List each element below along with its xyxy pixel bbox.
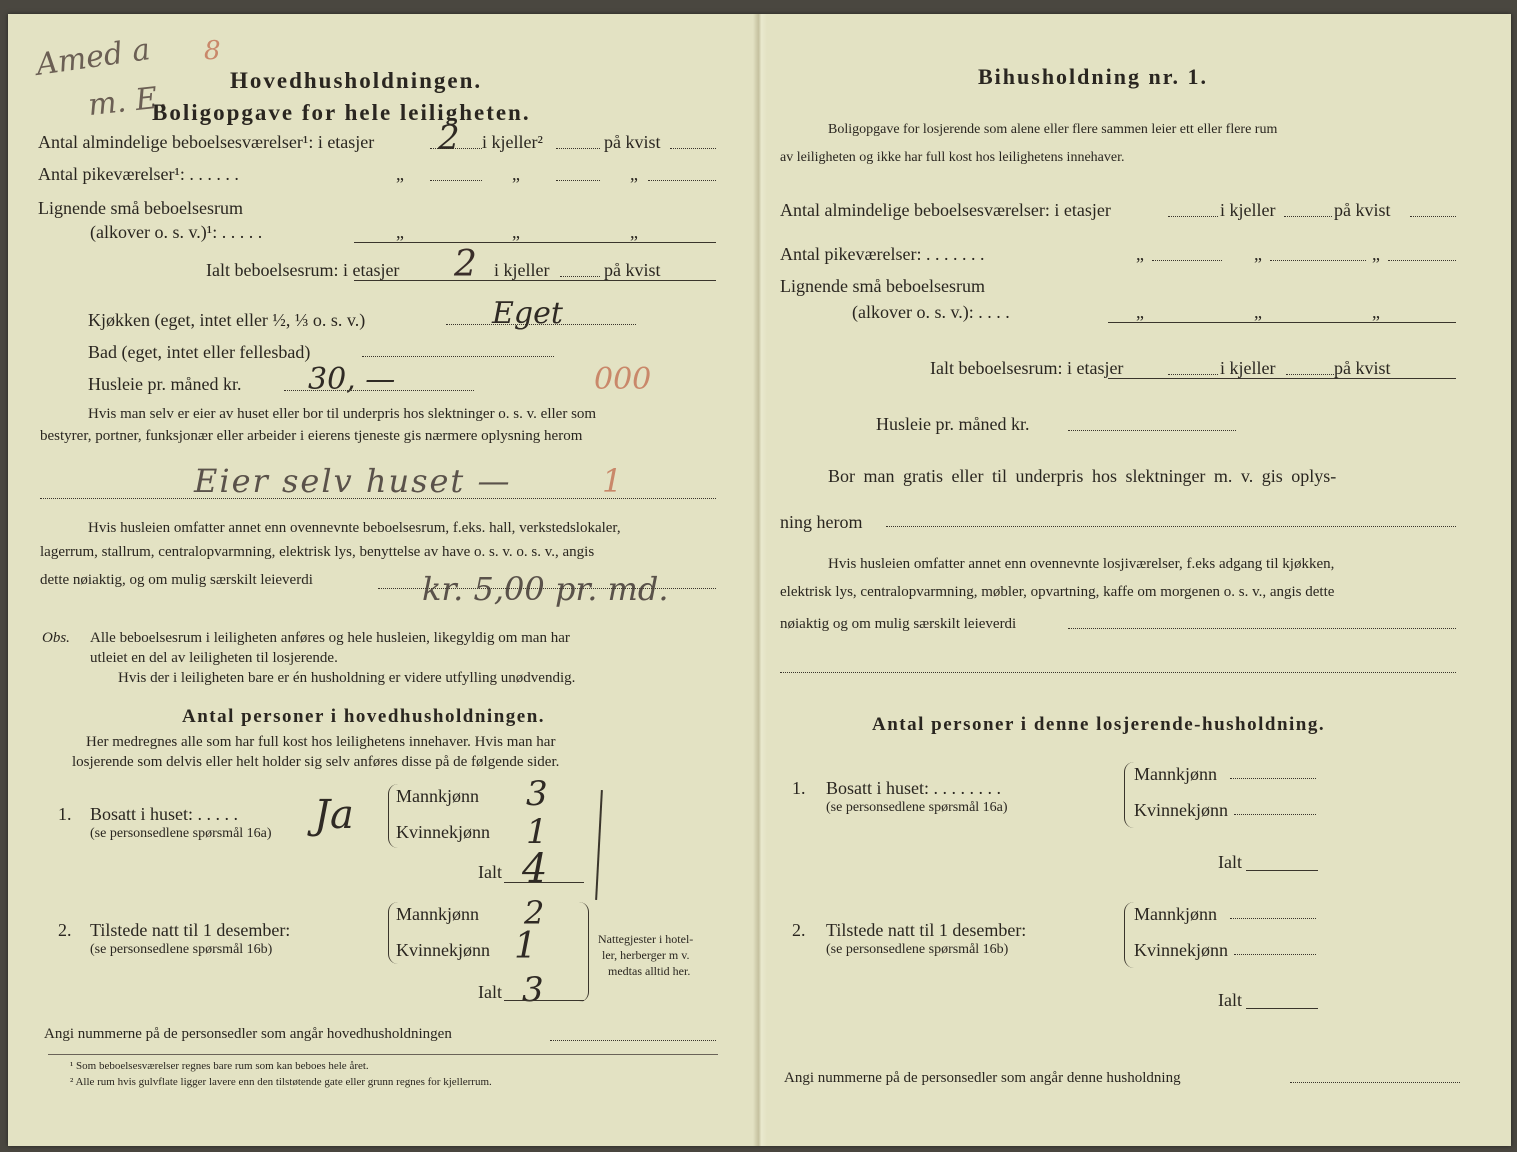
- guests-text-1: Nattegjester i hotel-: [598, 932, 694, 946]
- owner-mark: 1: [602, 462, 623, 500]
- total-kjeller-label: i kjeller: [494, 260, 550, 280]
- q1-number: 1.: [58, 804, 72, 824]
- persons-title: Antal personer i hovedhusholdningen.: [182, 706, 546, 727]
- right-q1-sublabel: (se personsedlene spørsmål 16a): [826, 800, 1008, 815]
- q1-mann-value: 3: [526, 774, 548, 814]
- rent-line: [284, 390, 474, 391]
- footnote-2: ² Alle rum hvis gulvflate ligger lavere enn den tilstøtende gate eller grunn regnes for kjellerrum.: [70, 1076, 492, 1088]
- q1-kvinne-label: Kvinnekjønn: [396, 822, 490, 842]
- q1-label: Bosatt i huset: . . . . .: [90, 804, 238, 824]
- right-gratis-line: [886, 526, 1456, 527]
- q2-kvinne-value: 1: [514, 926, 537, 967]
- right-total-kjeller-label: i kjeller: [1220, 358, 1276, 378]
- maid-rooms-label: Antal pikeværelser¹: . . . . . .: [38, 164, 239, 184]
- guests-text-3: medtas alltid her.: [608, 964, 691, 978]
- right-incl-line: [1068, 628, 1456, 629]
- q2-ialt-line: [504, 1000, 584, 1001]
- q1-answer: Ja: [314, 792, 354, 838]
- right-q2-mann-line: [1230, 918, 1316, 919]
- ditto-4: „: [396, 222, 404, 242]
- right-q1-mann-line: [1230, 778, 1316, 779]
- right-total-kvist-label: på kvist: [1334, 358, 1391, 378]
- right-q2-sublabel: (se personsedlene spørsmål 16b): [826, 942, 1009, 957]
- right-small-rooms-2: (alkover o. s. v.): . . . .: [852, 302, 1010, 322]
- ditto-2: „: [512, 164, 520, 184]
- right-numbers-line: [1290, 1082, 1460, 1083]
- right-ditto-1: „: [1136, 244, 1144, 264]
- small-rooms-label-2: (alkover o. s. v.)¹: . . . . .: [90, 222, 263, 242]
- right-q1-kvinne: Kvinnekjønn: [1134, 800, 1228, 820]
- q2-ialt-label: Ialt: [478, 982, 502, 1002]
- incl-text-2: lagerrum, stallrum, centralopvarmning, elektrisk lys, benyttelse av have o. s. v. o. s. v., angis: [40, 544, 595, 560]
- incl-text-3: dette nøiaktig, og om mulig særskilt leieverdi: [40, 572, 313, 588]
- right-incl-line-2: [780, 672, 1456, 673]
- right-numbers-label: Angi nummerne på de personsedler som angår denne husholdning: [784, 1070, 1181, 1086]
- right-rent-line: [1068, 430, 1236, 431]
- ditto-6: „: [630, 222, 638, 242]
- guests-brace: [578, 902, 589, 1002]
- bath-line: [362, 356, 554, 357]
- rooms-kvist-line: [670, 148, 716, 149]
- rooms-kjeller-label: i kjeller²: [482, 132, 543, 152]
- right-q1-label: Bosatt i huset: . . . . . . . .: [826, 778, 1001, 798]
- right-incl-1: Hvis husleien omfatter annet enn ovennevnte losjiværelser, f.eks adgang til kjøkken,: [828, 556, 1335, 572]
- rent-extra-value: 000: [594, 362, 652, 397]
- right-q1-ialt: Ialt: [1218, 852, 1242, 872]
- persons-text-1: Her medregnes alle som har full kost hos leilighetens innehaver. Hvis man har: [86, 734, 556, 750]
- q2-kvinne-label: Kvinnekjønn: [396, 940, 490, 960]
- rooms-floors-line: [430, 148, 482, 149]
- q2-label: Tilstede natt til 1 desember:: [90, 920, 291, 940]
- right-ditto-2: „: [1254, 244, 1262, 264]
- q1-ialt-label: Ialt: [478, 862, 502, 882]
- right-q2-kvinne-line: [1234, 954, 1316, 955]
- rent-label: Husleie pr. måned kr.: [88, 374, 242, 394]
- rooms-floors-value: 2: [438, 118, 460, 158]
- owner-text-1: Hvis man selv er eier av huset eller bor til underpris hos slektninger o. s. v. eller som: [88, 406, 597, 422]
- margin-note-2: 8: [204, 36, 221, 66]
- maid-floors-line: [430, 180, 482, 181]
- right-gratis-1: Bor man gratis eller til underpris hos slektninger m. v. gis oplys-: [828, 466, 1337, 486]
- right-total-floors-line: [1168, 374, 1218, 375]
- census-form-sheet: [8, 14, 1511, 1146]
- right-rent-label: Husleie pr. måned kr.: [876, 414, 1030, 434]
- persons-text-2: losjerende som delvis eller helt holder sig selv anføres disse på de følgende sider.: [72, 754, 560, 770]
- right-total-rooms-label: Ialt beboelsesrum: i etasjer: [930, 358, 1124, 378]
- rooms-label: Antal almindelige beboelsesværelser¹: i etasjer: [38, 132, 375, 152]
- left-subtitle: Boligopgave for hele leiligheten.: [152, 100, 531, 125]
- obs-label: Obs.: [42, 630, 70, 646]
- right-maid-kjeller-line: [1270, 260, 1366, 261]
- incl-text-1: Hvis husleien omfatter annet enn ovennevnte beboelsesrum, f.eks. hall, verkstedslokaler,: [88, 520, 621, 536]
- right-q2-ialt-line: [1246, 1008, 1318, 1009]
- rooms-kvist-label: på kvist: [604, 132, 661, 152]
- page-fold: [753, 14, 767, 1146]
- right-title: Bihusholdning nr. 1.: [978, 64, 1208, 89]
- q1-sublabel: (se personsedlene spørsmål 16a): [90, 826, 272, 841]
- obs-text-2: utleiet en del av leiligheten til losjerende.: [90, 650, 338, 666]
- right-rooms-kjeller-line: [1284, 216, 1332, 217]
- right-ditto-6: „: [1372, 302, 1380, 322]
- total-rooms-line: [354, 280, 716, 281]
- q1-ialt-line: [504, 882, 584, 883]
- total-rooms-label: Ialt beboelsesrum: i etasjer: [206, 260, 400, 280]
- numbers-label: Angi nummerne på de personsedler som angår hovedhusholdningen: [44, 1026, 452, 1042]
- right-rooms-label: Antal almindelige beboelsesværelser: i etasjer: [780, 200, 1111, 220]
- q2-sublabel: (se personsedlene spørsmål 16b): [90, 942, 273, 957]
- right-incl-2: elektrisk lys, centralopvarmning, møbler, opvartning, kaffe om morgenen o. s. v., angis dette: [780, 584, 1335, 600]
- owner-value: Eier selv huset —: [194, 462, 512, 500]
- right-gratis-2: ning herom: [780, 512, 863, 532]
- left-title: Hovedhusholdningen.: [230, 68, 483, 93]
- right-ditto-5: „: [1254, 302, 1262, 322]
- rent-value: 30, —: [308, 362, 396, 397]
- right-total-kjeller-line: [1286, 374, 1334, 375]
- right-maid-floors-line: [1152, 260, 1222, 261]
- right-rooms-kjeller-label: i kjeller: [1220, 200, 1276, 220]
- right-q1-number: 1.: [792, 778, 806, 798]
- right-maid-label: Antal pikeværelser: . . . . . . .: [780, 244, 985, 264]
- rooms-kjeller-line: [556, 148, 600, 149]
- q2-mann-value: 2: [524, 894, 545, 932]
- right-ditto-3: „: [1372, 244, 1380, 264]
- footnote-rule: [48, 1054, 718, 1055]
- right-q2-kvinne: Kvinnekjønn: [1134, 940, 1228, 960]
- obs-text-3: Hvis der i leiligheten bare er én husholdning er videre utfylling unødvendig.: [118, 670, 576, 686]
- right-rooms-kvist-label: på kvist: [1334, 200, 1391, 220]
- right-q2-number: 2.: [792, 920, 806, 940]
- kitchen-value: Eget: [492, 296, 563, 331]
- guests-text-2: ler, herberger m v.: [602, 948, 690, 962]
- ditto-1: „: [396, 164, 404, 184]
- q1-kvinne-value: 1: [526, 812, 548, 852]
- small-rooms-sum-line: [354, 242, 716, 243]
- total-floors-value: 2: [454, 244, 477, 285]
- numbers-line: [550, 1040, 716, 1041]
- small-rooms-label-1: Lignende små beboelsesrum: [38, 198, 243, 218]
- margin-note-3: m. E.: [86, 79, 169, 124]
- right-intro-2: av leiligheten og ikke har full kost hos leilighetens innehaver.: [780, 150, 1125, 165]
- owner-line: [40, 498, 716, 499]
- right-incl-3: nøiaktig og om mulig særskilt leieverdi: [780, 616, 1017, 632]
- right-total-rooms-line: [1108, 378, 1456, 379]
- right-persons-title: Antal personer i denne losjerende-husholdning.: [872, 714, 1326, 735]
- right-q2-label: Tilstede natt til 1 desember:: [826, 920, 1027, 940]
- right-intro-1: Boligopgave for losjerende som alene eller flere sammen leier ett eller flere rum: [828, 122, 1278, 137]
- right-ditto-4: „: [1136, 302, 1144, 322]
- q1-mann-label: Mannkjønn: [396, 786, 479, 806]
- right-rooms-floors-line: [1168, 216, 1218, 217]
- kitchen-line: [446, 324, 636, 325]
- incl-line: [378, 588, 716, 589]
- total-kjeller-line: [560, 276, 600, 277]
- maid-kvist-line: [648, 180, 716, 181]
- incl-value: kr. 5,00 pr. md.: [422, 570, 669, 608]
- right-small-rooms-1: Lignende små beboelsesrum: [780, 276, 985, 296]
- obs-text-1: Alle beboelsesrum i leiligheten anføres og hele husleien, likegyldig om man har: [90, 630, 570, 646]
- right-maid-kvist-line: [1388, 260, 1456, 261]
- right-q2-mann: Mannkjønn: [1134, 904, 1217, 924]
- right-q1-mann: Mannkjønn: [1134, 764, 1217, 784]
- ditto-3: „: [630, 164, 638, 184]
- q2-mann-label: Mannkjønn: [396, 904, 479, 924]
- q2-number: 2.: [58, 920, 72, 940]
- maid-kjeller-line: [556, 180, 600, 181]
- right-small-rooms-sum-line: [1108, 322, 1456, 323]
- footnote-1: ¹ Som beboelsesværelser regnes bare rum som kan beboes hele året.: [70, 1060, 369, 1072]
- bath-label: Bad (eget, intet eller fellesbad): [88, 342, 311, 362]
- owner-text-2: bestyrer, portner, funksjonær eller arbeider i eierens tjeneste gis nærmere oplysning herom: [40, 428, 583, 444]
- q2-ialt-value: 3: [522, 970, 544, 1010]
- margin-note-1: Amed a: [34, 32, 153, 83]
- total-kvist-label: på kvist: [604, 260, 661, 280]
- q1-pen-stroke: [595, 790, 603, 900]
- q1-ialt-value: 4: [522, 846, 548, 892]
- right-q1-ialt-line: [1246, 870, 1318, 871]
- kitchen-label: Kjøkken (eget, intet eller ½, ⅓ o. s. v.): [88, 310, 366, 330]
- right-rooms-kvist-line: [1410, 216, 1456, 217]
- right-q1-kvinne-line: [1234, 814, 1316, 815]
- right-q2-ialt: Ialt: [1218, 990, 1242, 1010]
- ditto-5: „: [512, 222, 520, 242]
